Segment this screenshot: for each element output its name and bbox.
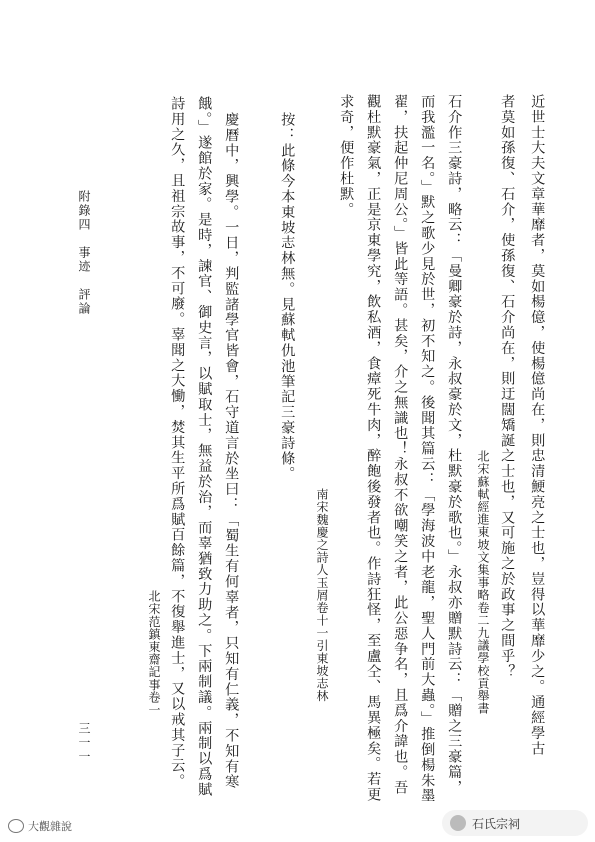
watermark-left xyxy=(8,818,72,834)
source-citation-3: 北宋范鎮東齋記事卷一 xyxy=(147,590,161,716)
text-column-1: 近世士大夫文章華靡者，莫如楊億，使楊億尚在，則忠清鯁亮之士也，豈得以華靡少之。通經學古 xyxy=(529,94,546,757)
source-citation-2: 南宋魏慶之詩人玉屑卷十一引東坡志林 xyxy=(315,488,329,703)
watermark-badge xyxy=(442,810,588,836)
text-column-4: 而我濫一名。」默之歌少見於世，初不知之。後聞其篇云：「學海波中老龍，聖人門前大蟲。」推倒楊朱墨 xyxy=(419,94,436,804)
text-column-9: 慶曆中，興學。一日，判監諸學官皆會，石守道言於坐曰：「蜀生有何辜者，只知有仁義，不知有寒 xyxy=(223,112,240,790)
page-number: 三一一 xyxy=(77,722,91,764)
text-column-2: 者莫如孫復、石介，使孫復、石介尚在，則迂闊矯誕之士也，又可施之於政事之間乎？ xyxy=(499,94,516,680)
text-column-10: 餓。」遂館於家。是時，諫官、御史言，以賦取士，無益於治，而辜猶致力助之。下兩制議。兩制以爲賦 xyxy=(196,96,213,798)
watermark-left-text: 大觀雜說 xyxy=(28,820,72,833)
source-citation-1: 北宋蘇軾經進東坡文集事略卷二九議學校貢舉書 xyxy=(476,450,490,715)
weibo-icon xyxy=(8,819,24,833)
text-column-11: 詩用之久，且祖宗故事，不可廢。辜聞之大慟，焚其生平所爲賦百餘篇，不復舉進士，又以戒其子云。 xyxy=(169,96,186,789)
text-column-5: 翟，扶起仲尼周公。」皆此等語。甚矣，介之無識也！永叔不欲嘲笑之者，此公惡争名，且爲介諱也。吾 xyxy=(392,94,409,796)
wechat-icon xyxy=(450,815,466,831)
watermark-right-text: 石氏宗祠 xyxy=(472,816,521,831)
text-column-3: 石介作三豪詩，略云：「曼卿豪於詩，永叔豪於文，杜默豪於歌也。」永叔亦贈默詩云：「贈之三豪篇， xyxy=(446,94,463,796)
text-column-7: 求奇，便作杜默。 xyxy=(338,94,355,218)
text-column-6: 觀杜默豪氣，正是京東學究，飲私酒，食瘴死牛肉，醉飽後發者也。作詩狂怪，至盧仝、馬異極矣。若更 xyxy=(365,94,382,803)
text-column-8: 按：此條今本東坡志林無。見蘇軾仇池筆記三豪詩條。 xyxy=(279,112,296,482)
section-footer: 附錄四 事迹 評論 xyxy=(77,190,91,316)
